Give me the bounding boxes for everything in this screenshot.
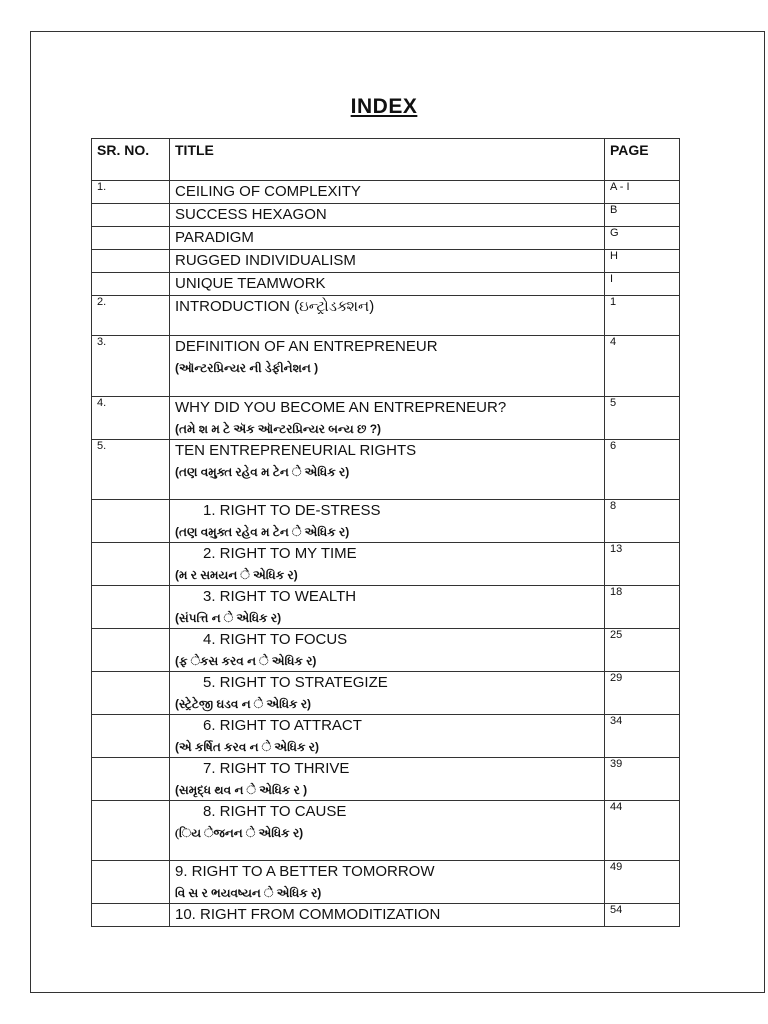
row-title-en: 2. RIGHT TO MY TIME (203, 545, 357, 562)
row-title-en: 4. RIGHT TO FOCUS (203, 631, 348, 648)
row-title (170, 181, 605, 204)
row-title (170, 204, 605, 227)
row-title-en: PARADIGM (175, 229, 254, 246)
table-row (92, 336, 680, 397)
table-row (92, 672, 680, 715)
row-title-gu: (ઑન્ટરપ્રિન્યર ની ડેફીનેશન ) (175, 361, 319, 375)
row-title (170, 227, 605, 250)
table-header-row (92, 139, 680, 181)
row-title-en: 5. RIGHT TO STRATEGIZE (203, 674, 388, 691)
row-sr (92, 586, 170, 629)
row-title (170, 397, 605, 440)
row-sr (92, 250, 170, 273)
row-sr: 1. (92, 181, 170, 204)
row-sr (92, 861, 170, 904)
row-title (170, 500, 605, 543)
row-title-en: 1. RIGHT TO DE-STRESS (203, 502, 381, 519)
row-title-gu: (સ્ટ્રેટેજી ઘડવ ન ે એધિક ર) (175, 697, 312, 711)
row-title (170, 758, 605, 801)
row-title (170, 715, 605, 758)
row-title-gu: (િય ેજનન ે એધિક ર) (175, 826, 304, 840)
row-page: 29 (605, 672, 680, 715)
table-row (92, 296, 680, 336)
row-sr: 5. (92, 440, 170, 500)
row-sr (92, 758, 170, 801)
row-sr (92, 672, 170, 715)
row-sr: 4. (92, 397, 170, 440)
row-title (170, 250, 605, 273)
row-title-en: 9. RIGHT TO A BETTER TOMORROW (175, 863, 435, 880)
row-title-gu: (તણ વમુક્ત રહેવ મ ટેન ે એધિક ર) (175, 465, 350, 479)
row-sr (92, 500, 170, 543)
row-page: H (605, 250, 680, 273)
row-title (170, 861, 605, 904)
row-sr (92, 801, 170, 861)
row-page: 13 (605, 543, 680, 586)
row-title-en: 6. RIGHT TO ATTRACT (203, 717, 362, 734)
row-sr (92, 273, 170, 296)
table-row (92, 273, 680, 296)
row-title-en: 8. RIGHT TO CAUSE (203, 803, 347, 820)
row-page: 18 (605, 586, 680, 629)
row-sr (92, 715, 170, 758)
row-title-en: RUGGED INDIVIDUALISM (175, 252, 356, 269)
index-table (91, 138, 680, 927)
row-title (170, 904, 605, 927)
row-page: B (605, 204, 680, 227)
header-page: PAGE (605, 139, 680, 181)
row-page: 39 (605, 758, 680, 801)
row-sr (92, 904, 170, 927)
row-title-gu: (એ કર્ષિત કરવ ન ે એધિક ર) (175, 740, 320, 754)
table-row (92, 250, 680, 273)
row-page: 34 (605, 715, 680, 758)
table-row (92, 500, 680, 543)
table-row (92, 861, 680, 904)
row-title-en: 10. RIGHT FROM COMMODITIZATION (175, 906, 441, 923)
row-title-en: TEN ENTREPRENEURIAL RIGHTS (175, 442, 417, 459)
table-row (92, 629, 680, 672)
row-page: 1 (605, 296, 680, 336)
row-title (170, 543, 605, 586)
row-title (170, 296, 605, 336)
row-sr (92, 204, 170, 227)
row-page: A - I (605, 181, 680, 204)
row-page: 25 (605, 629, 680, 672)
row-title-en: 3. RIGHT TO WEALTH (203, 588, 357, 605)
row-title-gu: વિ સ ર ભયવષ્યન ે એધિક ર) (175, 886, 322, 900)
row-sr (92, 629, 170, 672)
row-page: 8 (605, 500, 680, 543)
table-row (92, 904, 680, 927)
row-page: 54 (605, 904, 680, 927)
row-title (170, 440, 605, 500)
row-sr: 3. (92, 336, 170, 397)
table-row (92, 204, 680, 227)
table-row (92, 227, 680, 250)
row-title-gu: (મ ર સમયન ે એધિક ર) (175, 568, 298, 582)
row-sr (92, 227, 170, 250)
row-title-en: WHY DID YOU BECOME AN ENTREPRENEUR? (175, 399, 507, 416)
row-title (170, 629, 605, 672)
row-page: 6 (605, 440, 680, 500)
table-row (92, 715, 680, 758)
row-title (170, 672, 605, 715)
row-sr (92, 543, 170, 586)
row-page: 44 (605, 801, 680, 861)
row-title-gu: (સંપત્તિ ન ે એધિક ર) (175, 611, 282, 625)
row-title-en: CEILING OF COMPLEXITY (175, 183, 361, 200)
row-page: G (605, 227, 680, 250)
table-row (92, 801, 680, 861)
row-title-gu: (સમૃદ્ધ થવ ન ે એધિક ર ) (175, 783, 308, 797)
row-title-gu: (ફ ેકસ કરવ ન ે એધિક ર) (175, 654, 317, 668)
header-sr-no: SR. NO. (92, 139, 170, 181)
row-title (170, 336, 605, 397)
row-title (170, 273, 605, 296)
row-page: 5 (605, 397, 680, 440)
row-title-en: 7. RIGHT TO THRIVE (203, 760, 350, 777)
row-sr: 2. (92, 296, 170, 336)
row-title-en: INTRODUCTION (ઇન્ટ્રોડક્શન) (175, 298, 375, 315)
page-title: INDEX (350, 95, 418, 118)
row-title-en: DEFINITION OF AN ENTREPRENEUR (175, 338, 438, 355)
row-page: 4 (605, 336, 680, 397)
row-title-gu: (તણ વમુક્ત રહેવ મ ટેન ે એધિક ર) (175, 525, 350, 539)
row-title-en: SUCCESS HEXAGON (175, 206, 327, 223)
table-row (92, 397, 680, 440)
row-page: 49 (605, 861, 680, 904)
table-row (92, 440, 680, 500)
row-title (170, 586, 605, 629)
row-title-en: UNIQUE TEAMWORK (175, 275, 326, 292)
header-title: TITLE (170, 139, 605, 181)
table-row (92, 758, 680, 801)
row-title-gu: (તમે શ મ ટે ઍક ઑન્ટરપ્રિન્યર બન્ય છ ?) (175, 422, 382, 436)
row-page: I (605, 273, 680, 296)
row-title (170, 801, 605, 861)
table-row (92, 586, 680, 629)
table-row (92, 543, 680, 586)
table-row (92, 181, 680, 204)
